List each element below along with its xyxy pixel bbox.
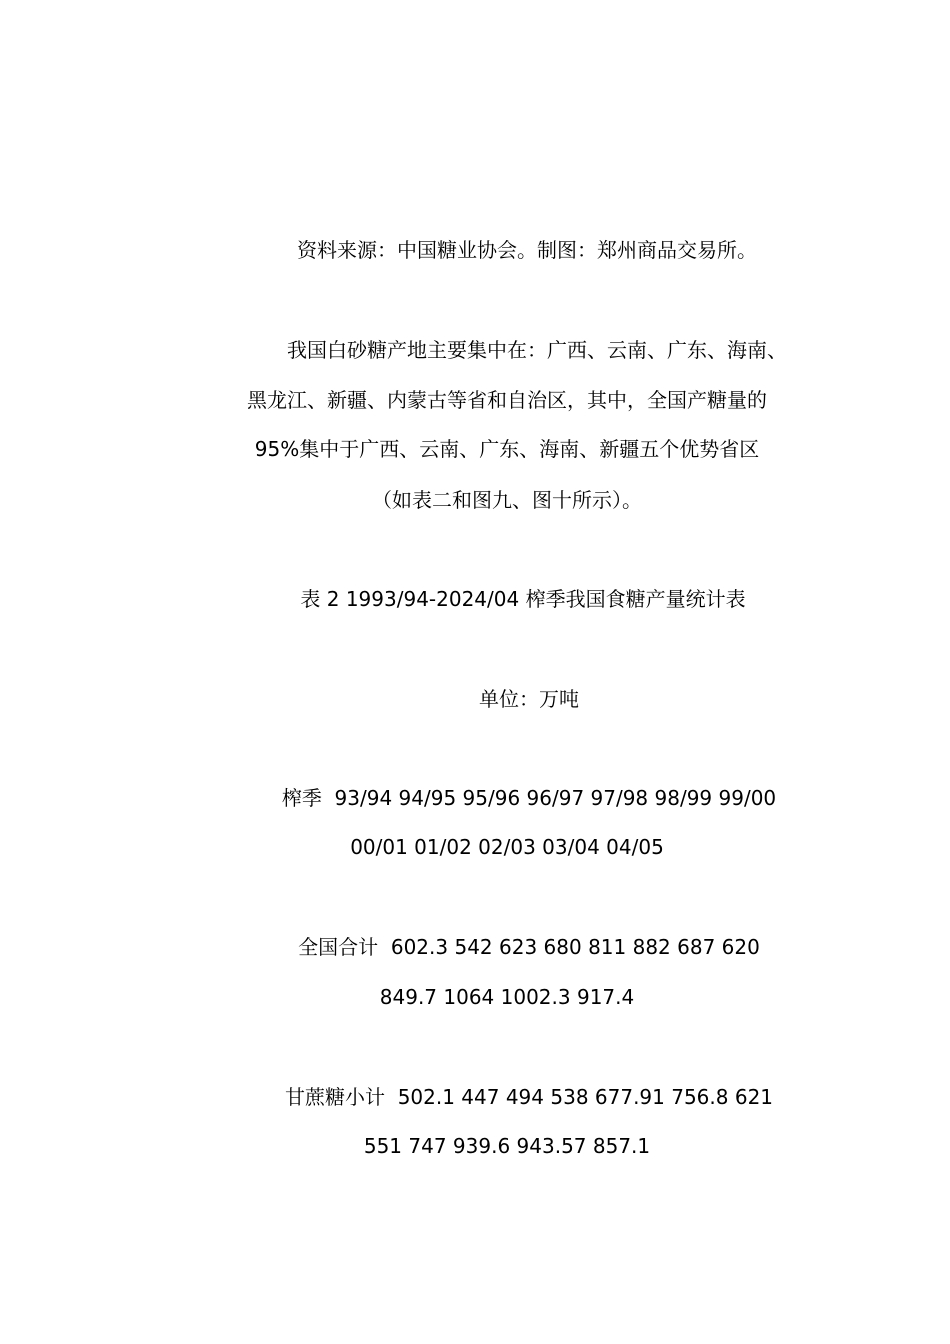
source-note: 资料来源：中国糖业协会。制图：郑州商品交易所。: [297, 238, 757, 262]
paragraph-line-2: 黑龙江、新疆、内蒙古等省和自治区，其中，全国产糖量的: [247, 388, 767, 412]
total-values-2: 849.7 1064 1002.3 917.4: [379, 985, 635, 1009]
total-row-line-1: [54, 935, 950, 959]
cane-values-1: 502.1 447 494 538 677.91 756.8 621: [397, 1085, 774, 1109]
season-row-line-1: [54, 786, 950, 810]
season-values-2: 00/01 01/02 02/03 03/04 04/05: [350, 835, 664, 859]
paragraph-line-1: 我国白砂糖产地主要集中在：广西、云南、广东、海南、: [287, 338, 787, 362]
season-values-1: 93/94 94/95 95/96 96/97 97/98 98/99 99/00: [334, 786, 777, 810]
season-row-label: 榨季: [281, 786, 322, 810]
paragraph-line-3: [32, 437, 950, 461]
cane-values-2: 551 747 939.6 943.57 857.1: [363, 1134, 651, 1158]
table-title: [48, 587, 950, 611]
percentage-value: 95%: [254, 437, 300, 461]
cane-row-label: 甘蔗糖小计: [284, 1085, 385, 1109]
cane-row-line-1: [54, 1085, 950, 1109]
table-title-numbers: 2 1993/94-2024/04: [326, 587, 520, 611]
paragraph-line-3-text: 集中于广西、云南、广东、海南、新疆五个优势省区: [299, 437, 760, 461]
paragraph-line-4: （如表二和图九、图十所示）。: [372, 488, 642, 512]
total-row-label: 全国合计: [298, 935, 379, 959]
total-values-1: 602.3 542 623 680 811 882 687 620: [390, 935, 760, 959]
table-unit: 单位：万吨: [479, 687, 579, 711]
table-title-prefix: 表: [300, 587, 321, 611]
table-title-suffix: 榨季我国食糖产量统计表: [525, 587, 746, 611]
